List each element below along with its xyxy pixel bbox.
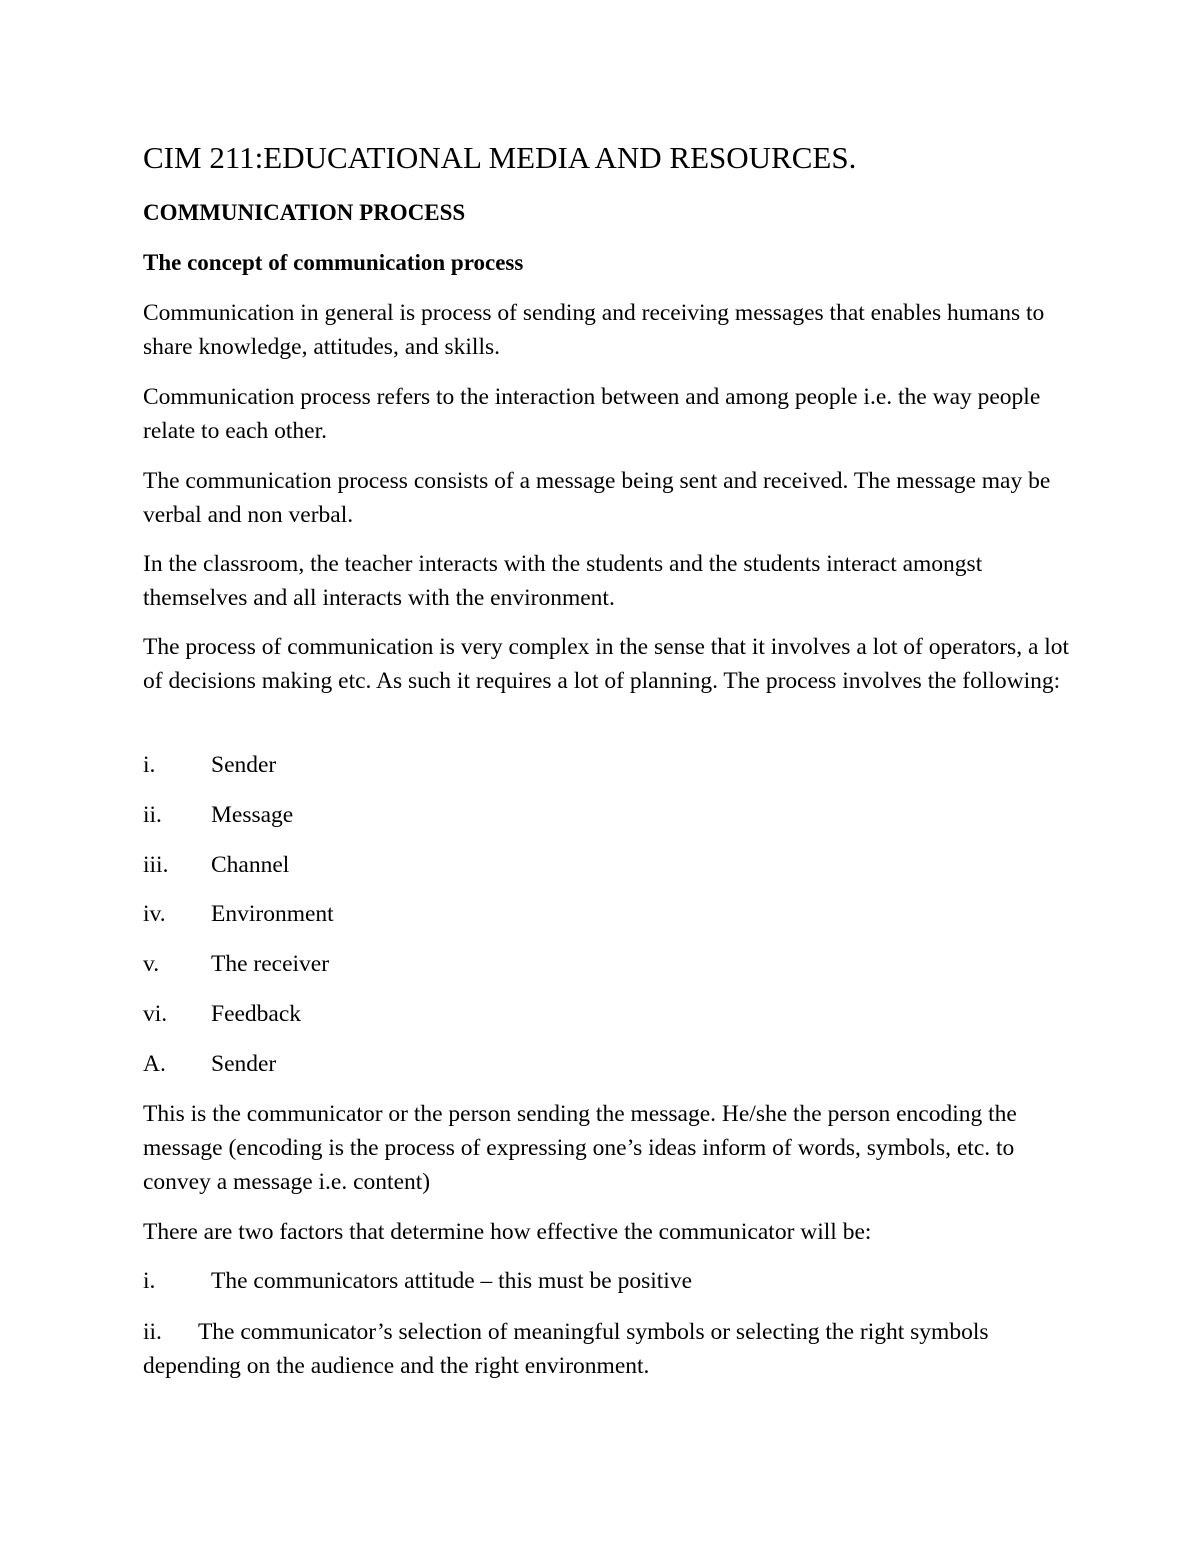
list-item bbox=[143, 802, 293, 829]
list-item bbox=[143, 951, 329, 978]
list-item-text: The communicators attitude – this must be positive bbox=[211, 1268, 693, 1294]
list-marker: i. bbox=[143, 1268, 156, 1294]
list-item-text: Message bbox=[211, 802, 294, 828]
list-item-text: Sender bbox=[211, 752, 277, 778]
list-marker: vi. bbox=[143, 1001, 168, 1027]
list-item-text: Sender bbox=[211, 1051, 277, 1077]
list-marker: iv. bbox=[143, 901, 166, 927]
paragraph: This is the communicator or the person sending the message. He/she the person encoding the message (encoding is the process of expressing one’s ideas inform of words, symbols, etc. to convey a message i.e. content) bbox=[143, 1101, 1017, 1195]
paragraph: In the classroom, the teacher interacts with the students and the students interact amongst themselves and all interacts with the environment. bbox=[143, 551, 983, 611]
list-item-text: The receiver bbox=[211, 951, 330, 977]
list-marker: iii. bbox=[143, 852, 169, 878]
list-item bbox=[143, 1001, 301, 1028]
list-marker: A. bbox=[143, 1051, 166, 1077]
document-title: CIM 211:EDUCATIONAL MEDIA AND RESOURCES. bbox=[143, 140, 857, 175]
paragraph: The process of communication is very complex in the sense that it involves a lot of operators, a lot of decisions making etc. As such it requires a lot of planning. The process involves the following: bbox=[143, 634, 1070, 694]
section-heading: COMMUNICATION PROCESS bbox=[143, 200, 466, 225]
subheading: The concept of communication process bbox=[143, 250, 524, 275]
paragraph: There are two factors that determine how effective the communicator will be: bbox=[143, 1219, 872, 1245]
list-marker: ii. bbox=[143, 802, 162, 828]
list-marker: ii. bbox=[143, 1319, 162, 1345]
list-item-text: The communicator’s selection of meaningful symbols or selecting the right symbols depending on the audience and the right environment. bbox=[143, 1319, 989, 1379]
list-item bbox=[143, 752, 276, 779]
paragraph: Communication in general is process of sending and receiving messages that enables humans to share knowledge, attitudes, and skills. bbox=[143, 300, 1045, 360]
list-item-text: Channel bbox=[211, 852, 290, 878]
paragraph: Communication process refers to the interaction between and among people i.e. the way people relate to each other. bbox=[143, 384, 1041, 444]
list-item-text: Environment bbox=[211, 901, 334, 927]
list-item bbox=[143, 852, 289, 879]
list-item bbox=[143, 1268, 692, 1295]
list-marker: v. bbox=[143, 951, 160, 977]
paragraph: The communication process consists of a message being sent and received. The message may be verbal and non verbal. bbox=[143, 468, 1051, 528]
list-item bbox=[143, 901, 334, 928]
list-item bbox=[143, 1315, 1073, 1383]
list-item bbox=[143, 1051, 276, 1078]
list-item-text: Feedback bbox=[211, 1001, 302, 1027]
list-marker: i. bbox=[143, 752, 156, 778]
